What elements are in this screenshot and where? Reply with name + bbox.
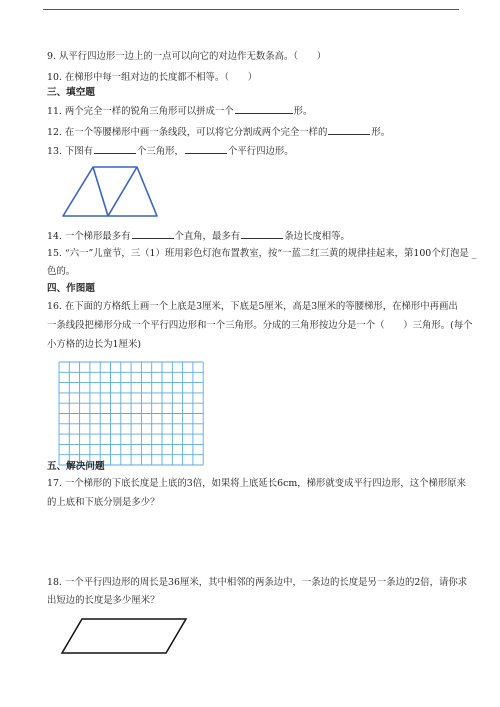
question-16-line-1 (47, 300, 458, 314)
question-10 (47, 71, 257, 85)
question-number: 17. (47, 478, 62, 489)
grid-paper[interactable] (58, 361, 206, 467)
question-number: 11. (47, 106, 62, 117)
question-text-end: 形。 (293, 106, 313, 117)
question-text: 在梯形中每一组对边的长度都不相等。（ ） (64, 72, 258, 83)
question-text-middle: 个三角形， (137, 146, 184, 157)
question-14 (47, 228, 350, 244)
answer-blank[interactable] (185, 143, 227, 154)
question-number: 15. (47, 248, 62, 259)
question-12 (47, 124, 390, 140)
section-heading-fill-blank: 三、填空题 (47, 87, 95, 98)
question-15-continued: 色的。 (47, 266, 76, 277)
question-number: 13. (47, 146, 62, 157)
answer-blank[interactable] (328, 124, 370, 135)
question-text-end: 个平行四边形。 (227, 146, 294, 157)
question-text: 从平行四边形一边上的一点可以向它的对边作无数条高。（ ） (58, 51, 327, 62)
question-number: 18. (47, 577, 62, 588)
top-rule (43, 9, 459, 10)
question-text-end: 形。 (371, 127, 391, 138)
section-heading-solve: 五、解决问题 (47, 461, 105, 472)
question-17-line-1 (47, 477, 466, 491)
section-heading-drawing: 四、作图题 (47, 283, 95, 294)
question-number: 14. (47, 231, 62, 242)
answer-blank[interactable] (132, 228, 174, 239)
question-18-line-1 (47, 576, 467, 590)
question-18-line-2: 出短边的长度是多少厘米？ (47, 595, 160, 606)
question-text: 一个平行四边形的周长是36厘米，其中相邻的两条边中，一条边的长度是另一条边的2倍，请你求 (64, 577, 468, 588)
question-15 (47, 247, 476, 261)
question-number: 9. (47, 51, 56, 62)
question-9 (47, 50, 326, 64)
question-text: 两个完全一样的锐角三角形可以拼成一个 (64, 106, 234, 117)
parallelogram-figure (60, 616, 188, 656)
question-text: 在下面的方格纸上画一个上底是3厘米，下底是5厘米，高是3厘米的等腰梯形，在梯形中再画出 (64, 301, 458, 312)
triangles-figure (60, 164, 160, 218)
figure-outline (63, 167, 157, 216)
question-number: 16. (47, 301, 62, 312)
question-17-line-2: 的上底和下底分别是多少？ (47, 497, 160, 508)
question-text: 下图有 (64, 146, 94, 157)
question-text: 一个梯形最多有 (64, 231, 131, 242)
answer-blank[interactable] (241, 228, 283, 239)
figure-line (93, 167, 108, 216)
question-text: “六一”儿童节，三（1）班用彩色灯泡布置教室，按“一蓝二红三黄的规律挂起来，第100个灯泡是 _ (64, 248, 477, 259)
parallelogram-shape (62, 619, 186, 653)
answer-blank[interactable] (94, 143, 136, 154)
question-number: 10. (47, 72, 62, 83)
question-text: 在一个等腰梯形中画一条线段，可以将它分割成两个完全一样的 (64, 127, 328, 138)
question-text: 一个梯形的下底长度是上底的3倍，如果将上底延长6cm，梯形就变成平行四边形，这个梯形原来 (64, 478, 466, 489)
question-text-middle: 个直角，最多有 (174, 231, 241, 242)
question-13 (47, 143, 294, 159)
question-16-line-3: 小方格的边长为1厘米) (47, 339, 141, 350)
question-11 (47, 103, 312, 119)
figure-line (108, 167, 137, 216)
question-number: 12. (47, 127, 62, 138)
question-text-end: 条边长度相等。 (284, 231, 350, 242)
answer-blank[interactable] (235, 103, 293, 114)
question-16-line-2: 一条线段把梯形分成一个平行四边形和一个三角形。分成的三角形按边分是一个（ ）三角形。(每个 (47, 320, 473, 331)
